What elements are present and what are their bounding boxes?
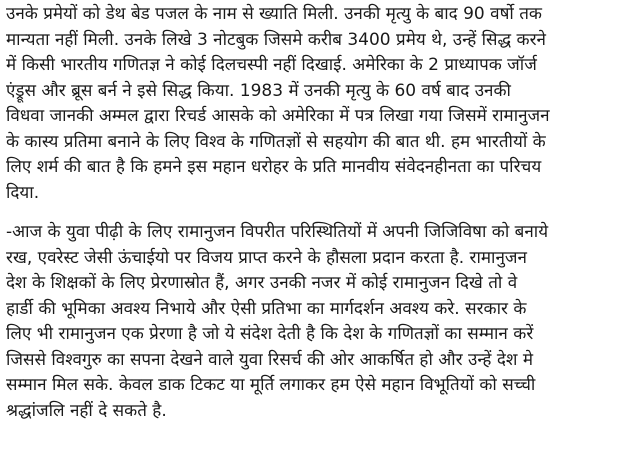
text-line: लिए भी रामानुजन एक प्रेरणा है जो ये संदेश देती है कि देश के गणितज्ञों का सम्मान करें xyxy=(6,324,534,344)
text-line: के कास्य प्रतिमा बनाने के लिए विश्व के गणितज्ञों से सहयोग की बात थी. हम भारतीयों के xyxy=(6,131,546,152)
text-line: रख, एवरेस्ट जेसी ऊंचाईयो पर विजय प्राप्त करने के हौसला प्रदान करता है. रामानुजन xyxy=(6,247,527,268)
paragraph-2 xyxy=(6,220,632,424)
paragraph-spacer xyxy=(6,206,632,220)
text-line: एंड्रूस और ब्रूस बर्न ने इसे सिद्ध किया. 1983 में उनकी मृत्यु के 60 वर्ष बाद उनकी xyxy=(6,80,511,101)
article-body xyxy=(6,2,632,424)
text-line: लिए शर्म की बात है कि हमने इस महान धरोहर के प्रति मानवीय संवेदनहीनता का परिचय xyxy=(6,157,542,177)
text-line: में किसी भारतीय गणितज्ञ ने कोई दिलचस्पी नहीं दिखाई. अमेरिका के 2 प्राध्यापक जॉर्ज xyxy=(6,55,537,75)
text-line: मान्यता नहीं मिली. उनके लिखे 3 नोटबुक जिसमे करीब 3400 प्रमेय थे, उन्हें सिद्ध करने xyxy=(6,29,546,50)
text-line: देश के शिक्षकों के लिए प्रेरणास्रोत हैं, अगर उनकी नजर में कोई रामानुजन दिखे तो वे xyxy=(6,273,518,293)
text-line: हार्डी की भूमिका अवश्य निभाये और ऐसी प्रतिभा का मार्गदर्शन अवश्य करे. सरकार के xyxy=(6,298,527,319)
text-line: सम्मान मिल सके. केवल डाक टिकट या मूर्ति लगाकर हम ऐसे महान विभूतियों को सच्ची xyxy=(6,375,536,395)
text-line: विधवा जानकी अम्मल द्वारा रिचर्ड आसके को अमेरिका में पत्र लिखा गया जिसमें रामानुजन xyxy=(6,106,550,126)
text-line: श्रद्धांजलि नहीं दे सकते है. xyxy=(6,400,167,421)
text-line: उनके प्रमेयों को डेथ बेड पजल के नाम से ख्याति मिली. उनकी मृत्यु के बाद 90 वर्षो तक xyxy=(6,4,542,24)
paragraph-1 xyxy=(6,2,632,206)
text-line: जिससे विश्वगुरु का सपना देखने वाले युवा रिसर्च की ओर आकर्षित हो और उन्हें देश मे xyxy=(6,349,533,370)
text-line: -आज के युवा पीढ़ी के लिए रामानुजन विपरीत परिस्थितियों में अपनी जिजिविषा को बनाये xyxy=(6,222,549,242)
text-line: दिया. xyxy=(6,182,40,203)
